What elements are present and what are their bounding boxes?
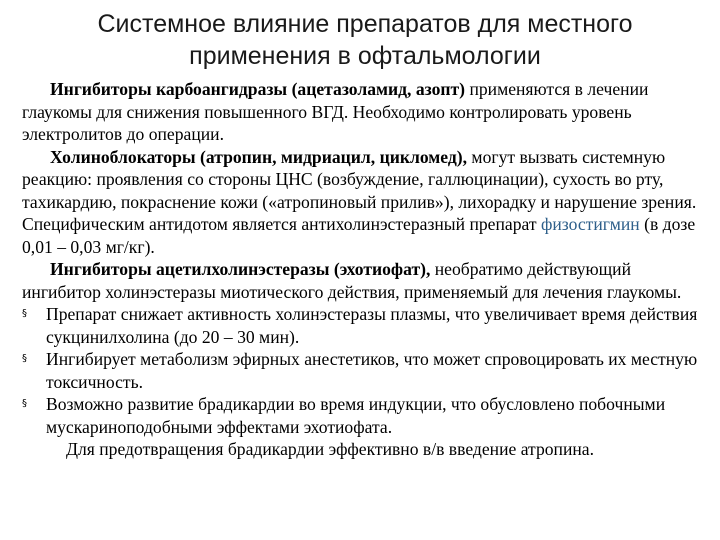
paragraph-text: применяются в лечении глаукомы для снижения повышенного ВГД. Необходимо контролировать уровень электролитов до операции. [22, 79, 649, 144]
slide-title-line-2: применения в офтальмологии [189, 42, 541, 70]
bullet-marker-icon: § [22, 398, 27, 409]
slide-body [22, 78, 706, 461]
paragraph-anticholinergics [22, 146, 706, 259]
paragraph-text: необратимо действующий ингибитор холинэстеразы миотического действия, применяемый для лечения глаукомы. [22, 259, 682, 302]
closing-note: Для предотвращения брадикардии эффективно в/в введение атропина. [66, 439, 595, 459]
bullet-marker-icon: § [22, 308, 27, 319]
slide-title-line-1: Системное влияние препаратов для местного [97, 10, 633, 38]
paragraph-heading: Холиноблокаторы (атропин, мидриацил, цикломед), [50, 146, 468, 167]
bullet-marker-icon: § [22, 353, 27, 364]
paragraph-cholinesterase-inhibitors [22, 258, 706, 303]
list-item [22, 303, 706, 348]
paragraph-text: (в дозе 0,01 – 0,03 мг/кг). [22, 214, 696, 257]
list-item [22, 393, 706, 438]
list-item-text: Ингибирует метаболизм эфирных анестетиков, что может спровоцировать их местную токсичность. [46, 349, 698, 392]
paragraph-text: могут вызвать системную реакцию: проявления со стороны ЦНС (возбуждение, галлюцинации), сухость во рту, тахикардию, покраснение кожи («атропиновый прилив»), лихорадку и нарушение зрения. Специфическим антидотом является антихолинэстеразный препарат [22, 146, 697, 234]
list-item-text: Препарат снижает активность холинэстеразы плазмы, что увеличивает время действия сукцинилхолина (до 20 – 30 мин). [46, 304, 698, 347]
paragraph-carbonic-anhydrase [22, 78, 706, 146]
paragraph-heading: Ингибиторы карбоангидразы (ацетазоламид, азопт) [50, 79, 466, 99]
slide-title [60, 8, 670, 72]
bullet-list [22, 303, 706, 438]
physostigmine-link[interactable]: физостигмин [540, 214, 640, 234]
paragraph-heading: Ингибиторы ацетилхолинэстеразы (эхотиофат), [50, 259, 431, 279]
list-item [22, 348, 706, 393]
list-item-text: Возможно развитие брадикардии во время индукции, что обусловлено побочными мускариноподобными эффектами эхотиофата. [46, 394, 666, 437]
